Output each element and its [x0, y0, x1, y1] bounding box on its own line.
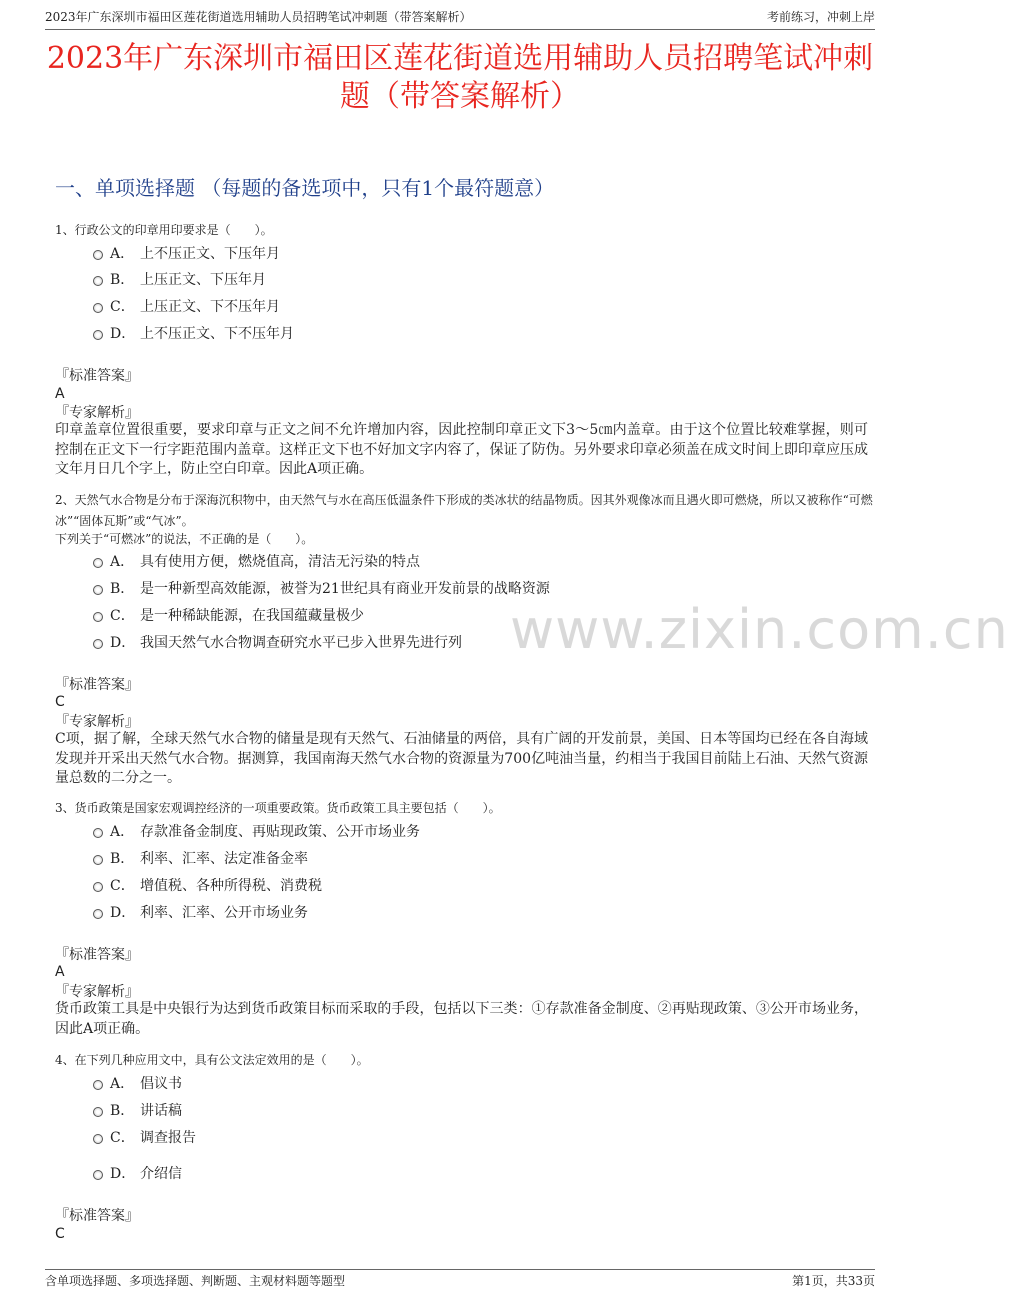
page-header: [45, 8, 875, 26]
radio-icon[interactable]: [93, 330, 103, 340]
analysis-text: 印章盖章位置很重要，要求印章与正文之间不允许增加内容，因此控制印章正文下3～5㎝内盖章。由于这个位置比较难掌握，则可控制在正文下一行字距范围内盖章。这样正文下也不好加文字内容了，保证了防伪。另外要求印章必须盖在成文时间上即印章应压成文年月日几个字上，防止空白印章。因此A项正确。: [55, 422, 868, 477]
question-stem: 3、货币政策是国家宏观调控经济的一项重要政策。货币政策工具主要包括（ ）。: [55, 801, 501, 815]
analysis-text: C项，据了解，全球天然气水合物的储量是现有天然气、石油储量的两倍，具有广阔的开发前景，美国、日本等国均已经在各自海域发现并开采出天然气水合物。据测算，我国南海天然气水合物的资源量为700亿吨油当量，约相当于我国目前陆上石油、天然气资源量总数的二分之一。: [55, 731, 868, 786]
option-a[interactable]: A． 存款准备金制度、再贴现政策、公开市场业务: [93, 821, 420, 843]
radio-icon[interactable]: [93, 303, 103, 313]
radio-icon[interactable]: [93, 909, 103, 919]
radio-icon[interactable]: [93, 558, 103, 568]
analysis-label: 『专家解析』: [55, 714, 139, 730]
radio-icon[interactable]: [93, 882, 103, 892]
option-a[interactable]: A． 具有使用方便，燃烧值高，清洁无污染的特点: [93, 551, 420, 573]
analysis-label: 『专家解析』: [55, 984, 139, 1000]
page-title: [45, 40, 875, 116]
answer-label: 『标准答案』: [55, 677, 139, 693]
answer-value: A: [55, 386, 65, 402]
option-d[interactable]: D． 我国天然气水合物调查研究水平已步入世界先进行列: [93, 632, 462, 654]
option-c[interactable]: C． 是一种稀缺能源，在我国蕴藏量极少: [93, 605, 364, 627]
footer-divider: [45, 1269, 875, 1270]
option-d[interactable]: D． 介绍信: [93, 1163, 182, 1185]
title-line-1: 2023年广东深圳市福田区莲花街道选用辅助人员招聘笔试冲刺: [46, 41, 874, 76]
radio-icon[interactable]: [93, 1134, 103, 1144]
analysis-label: 『专家解析』: [55, 405, 139, 421]
header-slogan: 考前练习，冲刺上岸: [766, 10, 875, 24]
question-stem: 4、在下列几种应用文中，具有公文法定效用的是（ ）。: [55, 1053, 369, 1067]
answer-label: 『标准答案』: [55, 1208, 139, 1224]
radio-icon[interactable]: [93, 1170, 103, 1180]
option-b[interactable]: B． 上压正文、下压年月: [93, 269, 266, 291]
header-doc-title: 2023年广东深圳市福田区莲花街道选用辅助人员招聘笔试冲刺题（带答案解析）: [45, 10, 472, 24]
option-c[interactable]: C． 调查报告: [93, 1127, 196, 1149]
analysis-text: 货币政策工具是中央银行为达到货币政策目标而采取的手段，包括以下三类：①存款准备金制度、②再贴现政策、③公开市场业务，因此A项正确。: [55, 1001, 868, 1037]
radio-icon[interactable]: [93, 855, 103, 865]
title-line-2: 题（带答案解析）: [340, 79, 580, 114]
answer-value: C: [55, 1226, 65, 1242]
header-divider: [45, 29, 875, 30]
radio-icon[interactable]: [93, 639, 103, 649]
footer-note: 含单项选择题、多项选择题、判断题、主观材料题等题型: [45, 1274, 346, 1288]
section-heading: 一、单项选择题 （每题的备选项中，只有1个最符题意）: [55, 176, 555, 200]
answer-value: A: [55, 964, 65, 980]
option-b[interactable]: B． 是一种新型高效能源，被誉为21世纪具有商业开发前景的战略资源: [93, 578, 550, 600]
question-prompt: 下列关于“可燃冰”的说法，不正确的是（ ）。: [55, 532, 314, 546]
option-a[interactable]: A． 上不压正文、下压年月: [93, 243, 280, 265]
option-c[interactable]: C． 增值税、各种所得税、消费税: [93, 875, 322, 897]
option-a[interactable]: A． 倡议书: [93, 1073, 182, 1095]
radio-icon[interactable]: [93, 585, 103, 595]
page-number: 第1页，共33页: [792, 1274, 875, 1288]
answer-value: C: [55, 694, 65, 710]
answer-label: 『标准答案』: [55, 368, 139, 384]
radio-icon[interactable]: [93, 250, 103, 260]
radio-icon[interactable]: [93, 1107, 103, 1117]
option-b[interactable]: B． 利率、汇率、法定准备金率: [93, 848, 308, 870]
watermark: www.zixin.com.cn: [510, 598, 1009, 661]
radio-icon[interactable]: [93, 1080, 103, 1090]
option-d[interactable]: D． 上不压正文、下不压年月: [93, 323, 294, 345]
option-b[interactable]: B． 讲话稿: [93, 1100, 182, 1122]
radio-icon[interactable]: [93, 276, 103, 286]
radio-icon[interactable]: [93, 828, 103, 838]
option-d[interactable]: D． 利率、汇率、公开市场业务: [93, 902, 308, 924]
radio-icon[interactable]: [93, 612, 103, 622]
question-stem: 2、天然气水合物是分布于深海沉积物中，由天然气与水在高压低温条件下形成的类冰状的结晶物质。因其外观像冰而且遇火即可燃烧，所以又被称作“可燃冰”“固体瓦斯”或“气冰”。: [55, 493, 873, 528]
answer-label: 『标准答案』: [55, 947, 139, 963]
question-stem: 1、行政公文的印章用印要求是（ ）。: [55, 223, 273, 237]
option-c[interactable]: C． 上压正文、下不压年月: [93, 296, 280, 318]
